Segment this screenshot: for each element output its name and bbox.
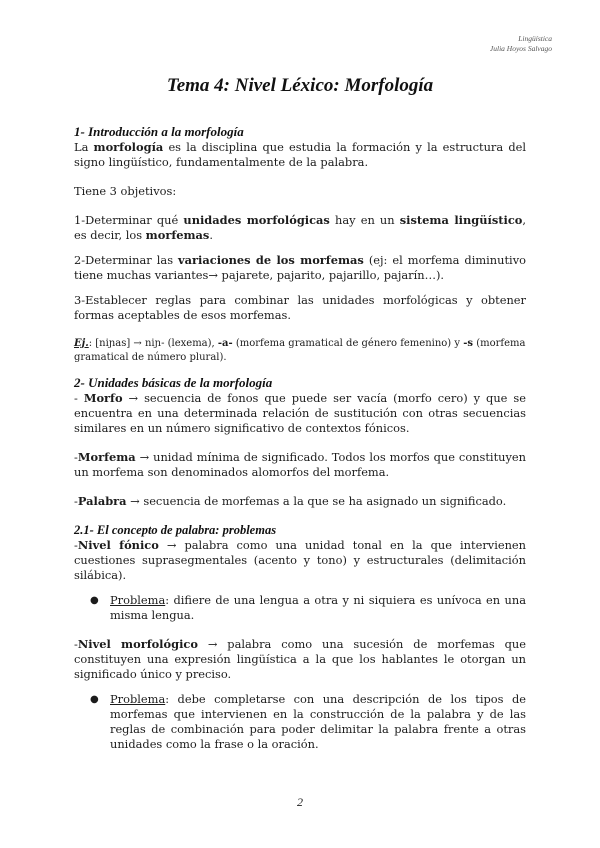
section-1-heading: 1- Introducción a la morfología xyxy=(74,124,244,139)
nivel-fonico: -Nivel fónico → palabra como una unidad tonal en la que intervienen cuestiones suprasegmentales (acento y tono) y estructurales (delimitación silábica). xyxy=(74,538,526,582)
bullet-icon: ● xyxy=(90,694,99,705)
section-2-heading: 2- Unidades básicas de la morfología xyxy=(74,375,273,390)
palabra-definition: -Palabra → secuencia de morfemas a la que se ha asignado un significado. xyxy=(74,494,507,508)
morfo-definition: - Morfo → secuencia de fonos que puede ser vacía (morfo cero) y que se encuentra en una determinada relación de sustitución con otras secuencias similares en un número significativo de contextos fónicos. xyxy=(74,391,526,435)
problem-2-item: ● Problema: debe completarse con una descripción de los tipos de morfemas que intervienen en la construcción de la palabra y de las reglas de combinación para poder delimitar la palabra frente a otras unidades como la frase o la oración. xyxy=(90,692,526,751)
objectives-intro: Tiene 3 objetivos: xyxy=(74,184,177,198)
bullet-icon: ● xyxy=(90,595,99,606)
section-2-1-heading: 2.1- El concepto de palabra: problemas xyxy=(74,523,277,537)
page-header xyxy=(490,34,552,54)
intro-paragraph: La morfología es la disciplina que estudia la formación y la estructura del signo lingüístico, fundamentalmente de la palabra. xyxy=(74,140,526,169)
nivel-morfologico: -Nivel morfológico → palabra como una sucesión de morfemas que constituyen una expresión lingüística a la que los hablantes le otorgan un significado único y preciso. xyxy=(74,637,526,681)
problem-1-item: ● Problema: difiere de una lengua a otra y ni siquiera es unívoca en una misma lengua. xyxy=(90,593,526,622)
header-author: Julia Hoyos Salvago xyxy=(489,44,552,53)
header-subject: Lingüística xyxy=(518,34,552,43)
objective-1: 1-Determinar qué unidades morfológicas hay en un sistema lingüístico, es decir, los morfemas. xyxy=(74,213,527,242)
document-body xyxy=(74,124,526,752)
page-title: Tema 4: Nivel Léxico: Morfología xyxy=(166,75,434,96)
morfema-definition: -Morfema → unidad mínima de significado. Todos los morfos que constituyen un morfema son denominados alomorfos del morfema. xyxy=(74,450,526,479)
page-number: 2 xyxy=(297,795,303,809)
example-paragraph: Ej.: [niɲas] → niɲ- (lexema), -a- (morfema gramatical de género femenino) y -s (morfema gramatical de número plural). xyxy=(74,338,526,363)
objective-2: 2-Determinar las variaciones de los morfemas (ej: el morfema diminutivo tiene muchas variantes→ pajarete, pajarito, pajarillo, pajarín…). xyxy=(74,253,526,282)
objective-3: 3-Establecer reglas para combinar las unidades morfológicas y obtener formas aceptables de esos morfemas. xyxy=(74,293,526,322)
